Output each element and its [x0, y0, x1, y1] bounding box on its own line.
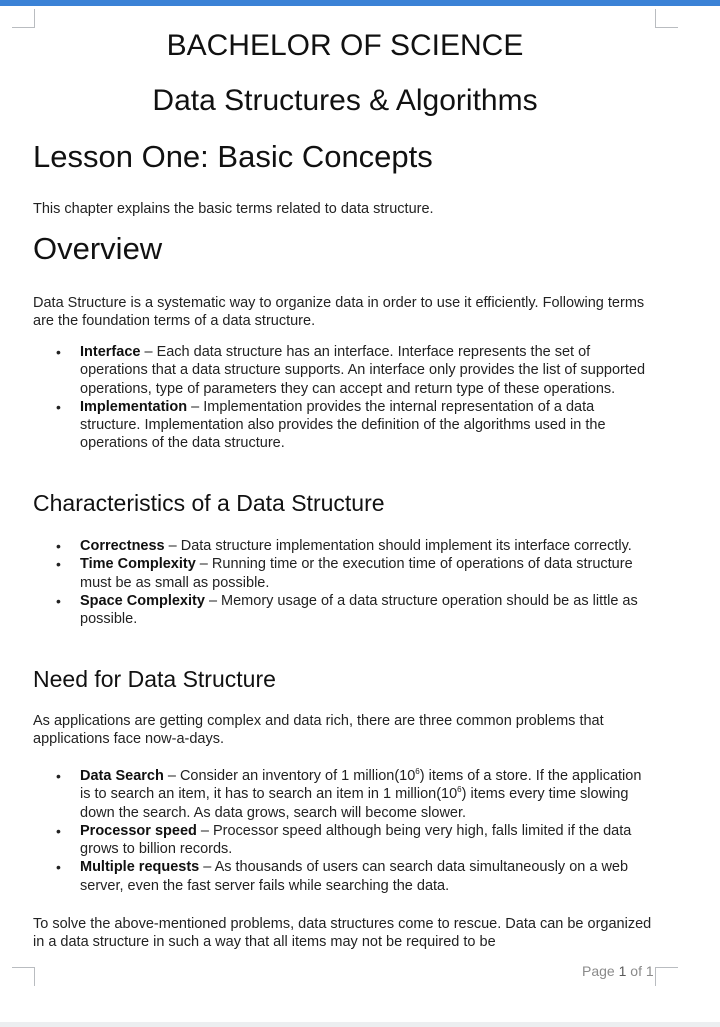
term-processor-speed: Processor speed	[80, 822, 197, 839]
term-correctness: Correctness	[80, 538, 165, 554]
need-heading: Need for Data Structure	[33, 666, 276, 692]
item-text: ) items every time slowing down the search. As data grows, search will become slower.	[80, 786, 629, 821]
exponent: 6	[415, 767, 420, 777]
item-text: – Memory usage of a data structure operation should be as little as possible.	[80, 592, 638, 628]
term-data-search: Data Search	[80, 768, 164, 784]
list-item	[33, 822, 651, 859]
course-title: Data Structures & Algorithms	[152, 84, 538, 117]
list-item	[33, 592, 651, 629]
crop-mark-top-left	[12, 9, 35, 28]
list-item	[33, 555, 651, 592]
crop-mark-top-right	[655, 9, 678, 28]
overview-list	[33, 343, 651, 453]
item-text: ) items of a store. If the application is to search an item, it has to search an item in 1 million(10	[80, 768, 642, 803]
need-list	[33, 767, 651, 895]
item-text: – Processor speed although being very high, falls limited if the data grows to billion records.	[80, 822, 632, 858]
lesson-title: Lesson One: Basic Concepts	[33, 139, 433, 174]
characteristics-heading: Characteristics of a Data Structure	[33, 490, 385, 516]
item-text: – Implementation provides the internal representation of a data structure. Implementation also provides the definition of the algorithms used in the operations of the data structure.	[80, 398, 606, 452]
term-implementation: Implementation	[80, 398, 188, 415]
page-current: 1	[618, 963, 627, 979]
document-page	[0, 6, 720, 1022]
crop-mark-bottom-left	[12, 967, 35, 986]
page-of: of	[626, 963, 646, 979]
page-label: Page	[582, 963, 619, 979]
item-text: – Each data structure has an interface. Interface represents the set of operations that a data structure supports. An interface only provides the list of supported operations, type of parameters they can accept and return type of these operations.	[80, 344, 646, 397]
exponent: 6	[457, 785, 462, 795]
degree-title: BACHELOR OF SCIENCE	[166, 29, 524, 62]
item-text: – Data structure implementation should implement its interface correctly.	[164, 538, 632, 554]
item-text: – Running time or the execution time of operations of data structure must be as small as possible.	[80, 556, 633, 591]
term-interface: Interface	[80, 344, 141, 360]
overview-paragraph: Data Structure is a systematic way to organize data in order to use it efficiently. Following terms are the foundation terms of a data structure.	[33, 295, 645, 329]
overview-heading: Overview	[33, 231, 163, 266]
list-item	[33, 767, 651, 822]
list-item	[33, 858, 651, 895]
need-paragraph: As applications are getting complex and data rich, there are three common problems that applications face now-a-days.	[33, 713, 604, 747]
term-multiple-requests: Multiple requests	[80, 859, 200, 876]
page-number	[582, 963, 654, 979]
crop-mark-bottom-right	[655, 967, 678, 986]
list-item	[33, 398, 651, 453]
term-time-complexity: Time Complexity	[80, 556, 196, 573]
term-space-complexity: Space Complexity	[80, 592, 205, 609]
closing-paragraph: To solve the above-mentioned problems, data structures come to rescue. Data can be organized in a data structure in such a way that all items may not be required to be	[33, 916, 652, 950]
lesson-intro: This chapter explains the basic terms related to data structure.	[33, 201, 434, 217]
page-total: 1	[645, 963, 654, 979]
item-text: – Consider an inventory of 1 million(10	[163, 768, 416, 784]
item-text: – As thousands of users can search data simultaneously on a web server, even the fast server fails while searching the data.	[80, 859, 629, 894]
characteristics-list	[33, 537, 651, 628]
list-item	[33, 537, 651, 555]
list-item	[33, 343, 651, 398]
